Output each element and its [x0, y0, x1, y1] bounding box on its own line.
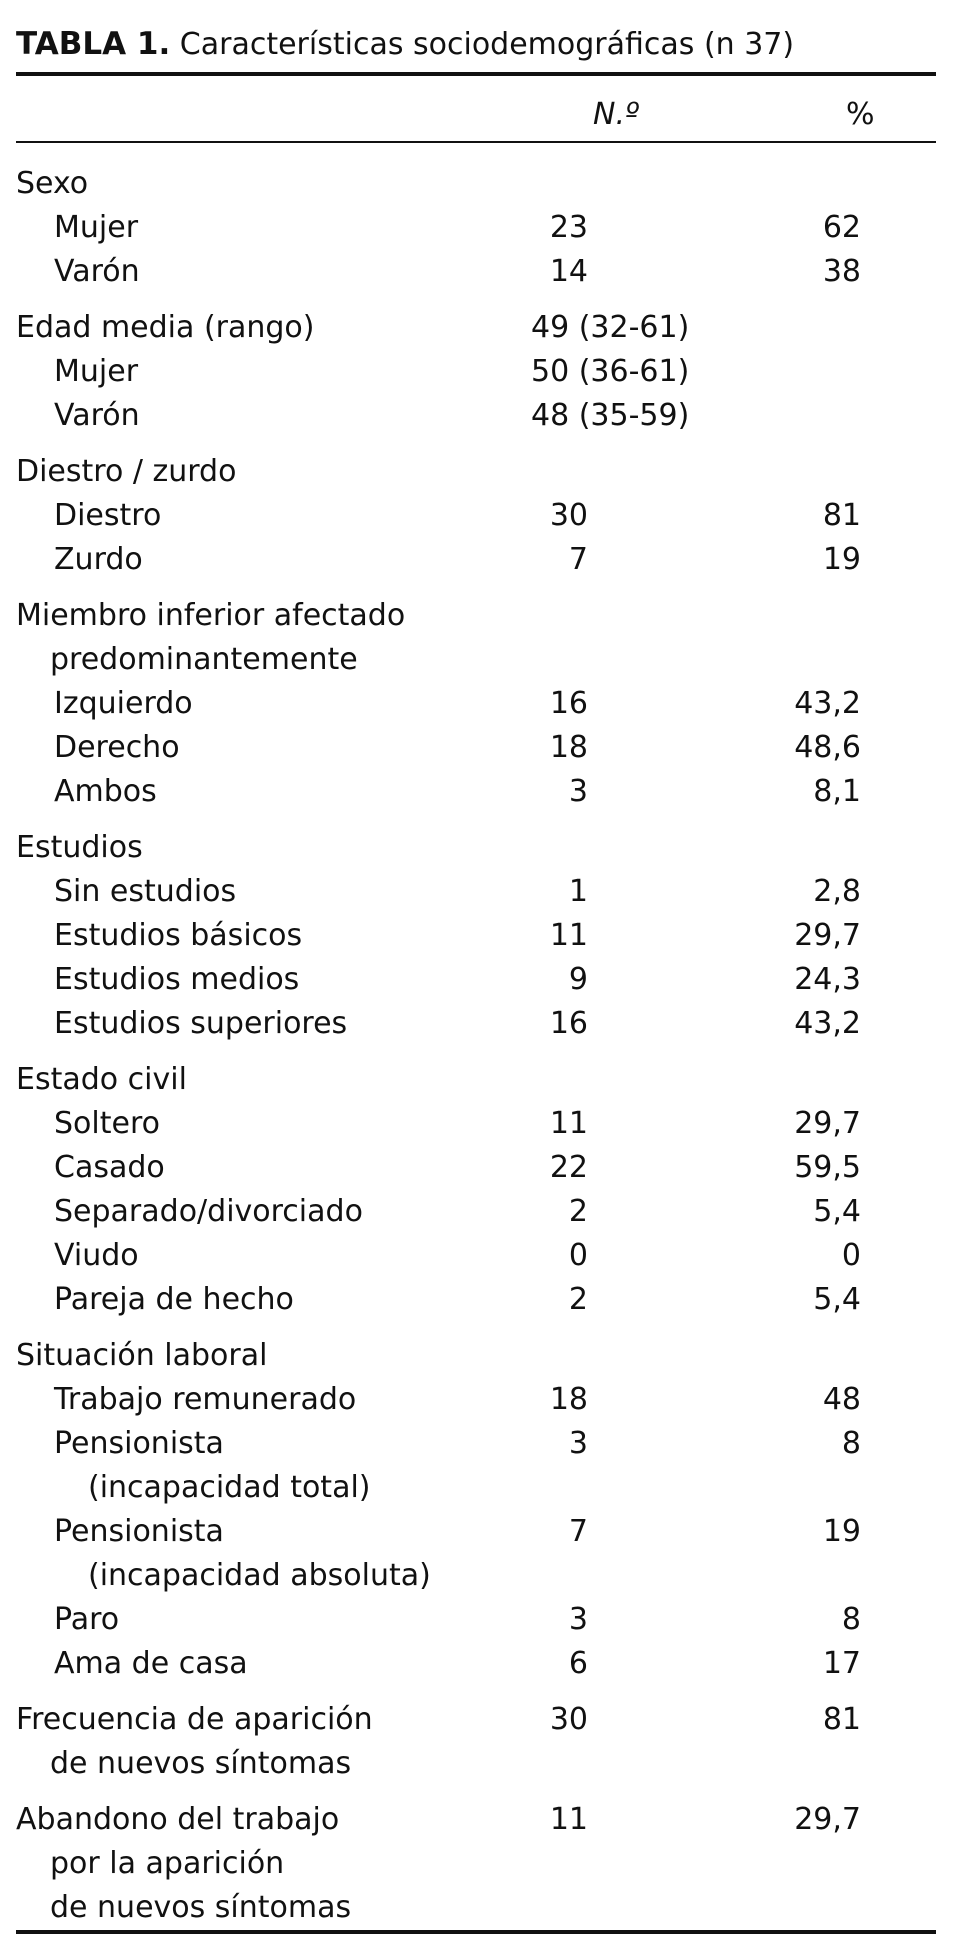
row-percent: 24,3 — [794, 962, 861, 997]
table-row — [16, 1234, 936, 1278]
row-percent: 81 — [822, 498, 861, 533]
row-label: Varón — [54, 254, 140, 289]
row-percent: 19 — [822, 542, 861, 577]
table-row — [16, 826, 936, 870]
row-percent: 0 — [841, 1238, 861, 1273]
top-rule — [16, 72, 936, 76]
table-row — [16, 726, 936, 770]
table-row — [16, 870, 936, 914]
row-label: Ambos — [54, 774, 157, 809]
table-row — [16, 1842, 936, 1886]
table-group — [16, 1798, 936, 1930]
row-count: 16 — [549, 1006, 588, 1041]
table-row — [16, 306, 936, 350]
row-count: 14 — [549, 254, 588, 289]
table-group — [16, 306, 936, 438]
bottom-rule — [16, 1930, 936, 1934]
table-row — [16, 638, 936, 682]
row-label: de nuevos síntomas — [50, 1746, 352, 1781]
table-group — [16, 450, 936, 582]
row-count: 30 — [549, 1702, 588, 1737]
table-row — [16, 770, 936, 814]
row-label: Estado civil — [16, 1062, 187, 1097]
table-row — [16, 1002, 936, 1046]
table-row — [16, 1466, 936, 1510]
table-row — [16, 958, 936, 1002]
table-group — [16, 1698, 936, 1786]
row-count: 9 — [568, 962, 588, 997]
row-percent: 43,2 — [794, 1006, 861, 1041]
row-label: predominantemente — [50, 642, 358, 677]
table-row — [16, 1190, 936, 1234]
row-label: Sexo — [16, 166, 89, 201]
row-label: Pensionista — [54, 1426, 224, 1461]
table-group — [16, 594, 936, 814]
header-rule — [16, 141, 936, 143]
table-row — [16, 1334, 936, 1378]
row-label: Trabajo remunerado — [54, 1382, 357, 1417]
row-count: 7 — [568, 542, 588, 577]
row-count: 0 — [568, 1238, 588, 1273]
row-percent: 62 — [822, 210, 861, 245]
row-count: 3 — [568, 1602, 588, 1637]
header-percent: % — [846, 97, 875, 132]
row-label: Derecho — [54, 730, 180, 765]
row-percent: 29,7 — [794, 918, 861, 953]
row-count: 30 — [549, 498, 588, 533]
table-caption — [16, 20, 794, 69]
table-row — [16, 1798, 936, 1842]
row-percent: 59,5 — [794, 1150, 861, 1185]
row-label: Izquierdo — [54, 686, 193, 721]
row-percent: 29,7 — [794, 1106, 861, 1141]
row-count: 22 — [549, 1150, 588, 1185]
row-count: 50 (36-61) — [531, 354, 690, 389]
row-percent: 19 — [822, 1514, 861, 1549]
row-count: 3 — [568, 774, 588, 809]
row-count: 7 — [568, 1514, 588, 1549]
row-count: 11 — [549, 1106, 588, 1141]
row-count: 6 — [568, 1646, 588, 1681]
row-percent: 29,7 — [794, 1802, 861, 1837]
table-row — [16, 162, 936, 206]
table-title: Características sociodemográficas (n 37) — [179, 27, 795, 62]
row-label: Mujer — [54, 354, 139, 389]
row-label: Estudios — [16, 830, 143, 865]
row-label: Separado/divorciado — [54, 1194, 363, 1229]
table-row — [16, 206, 936, 250]
row-label: Soltero — [54, 1106, 160, 1141]
row-count: 1 — [568, 874, 588, 909]
row-count: 2 — [568, 1194, 588, 1229]
row-label: (incapacidad total) — [88, 1470, 371, 1505]
row-count: 48 (35-59) — [531, 398, 690, 433]
table-body — [16, 162, 936, 1942]
table-row — [16, 1278, 936, 1322]
row-label: Estudios medios — [54, 962, 300, 997]
table-row — [16, 1742, 936, 1786]
row-percent: 38 — [822, 254, 861, 289]
row-label: Diestro — [54, 498, 162, 533]
table-row — [16, 538, 936, 582]
table-group — [16, 1334, 936, 1686]
row-label: Situación laboral — [16, 1338, 268, 1373]
table-row — [16, 682, 936, 726]
table-group — [16, 826, 936, 1046]
table-row — [16, 1554, 936, 1598]
row-percent: 48 — [822, 1382, 861, 1417]
table-row — [16, 350, 936, 394]
row-label: Zurdo — [54, 542, 143, 577]
row-percent: 43,2 — [794, 686, 861, 721]
row-label: Diestro / zurdo — [16, 454, 237, 489]
row-label: por la aparición — [50, 1846, 285, 1881]
row-label: Edad media (rango) — [16, 310, 315, 345]
row-count: 11 — [549, 918, 588, 953]
row-count: 18 — [549, 1382, 588, 1417]
row-label: de nuevos síntomas — [50, 1890, 352, 1925]
table-row — [16, 1642, 936, 1686]
table-row — [16, 494, 936, 538]
row-count: 23 — [549, 210, 588, 245]
row-percent: 8,1 — [813, 774, 861, 809]
row-count: 16 — [549, 686, 588, 721]
row-count: 3 — [568, 1426, 588, 1461]
table-number: TABLA 1. — [16, 26, 171, 62]
row-percent: 2,8 — [813, 874, 861, 909]
row-label: Varón — [54, 398, 140, 433]
table-row — [16, 1146, 936, 1190]
table-row — [16, 1102, 936, 1146]
row-count: 2 — [568, 1282, 588, 1317]
table-row — [16, 1510, 936, 1554]
row-label: Estudios básicos — [54, 918, 303, 953]
table-row — [16, 914, 936, 958]
row-percent: 5,4 — [813, 1282, 861, 1317]
table-group — [16, 1058, 936, 1322]
row-label: Pareja de hecho — [54, 1282, 294, 1317]
table-row — [16, 1598, 936, 1642]
row-label: Sin estudios — [54, 874, 237, 909]
row-percent: 8 — [841, 1602, 861, 1637]
table-row — [16, 594, 936, 638]
row-label: (incapacidad absoluta) — [88, 1558, 431, 1593]
row-label: Viudo — [54, 1238, 139, 1273]
row-label: Abandono del trabajo — [16, 1802, 340, 1837]
row-percent: 48,6 — [794, 730, 861, 765]
row-count: 18 — [549, 730, 588, 765]
row-percent: 8 — [841, 1426, 861, 1461]
table-row — [16, 450, 936, 494]
row-label: Casado — [54, 1150, 165, 1185]
table-row — [16, 1378, 936, 1422]
table-row — [16, 394, 936, 438]
row-count: 11 — [549, 1802, 588, 1837]
row-label: Pensionista — [54, 1514, 224, 1549]
row-percent: 17 — [822, 1646, 861, 1681]
table-row — [16, 1422, 936, 1466]
table-row — [16, 250, 936, 294]
row-label: Miembro inferior afectado — [16, 598, 406, 633]
header-count: N.º — [593, 97, 640, 132]
row-label: Frecuencia de aparición — [16, 1702, 373, 1737]
table-row — [16, 1886, 936, 1930]
row-label: Ama de casa — [54, 1646, 248, 1681]
table-group — [16, 162, 936, 294]
row-label: Mujer — [54, 210, 139, 245]
row-percent: 5,4 — [813, 1194, 861, 1229]
row-label: Paro — [54, 1602, 120, 1637]
row-count: 49 (32-61) — [531, 310, 690, 345]
table-row — [16, 1698, 936, 1742]
table-header — [16, 90, 936, 140]
table-row — [16, 1058, 936, 1102]
row-label: Estudios superiores — [54, 1006, 348, 1041]
row-percent: 81 — [822, 1702, 861, 1737]
